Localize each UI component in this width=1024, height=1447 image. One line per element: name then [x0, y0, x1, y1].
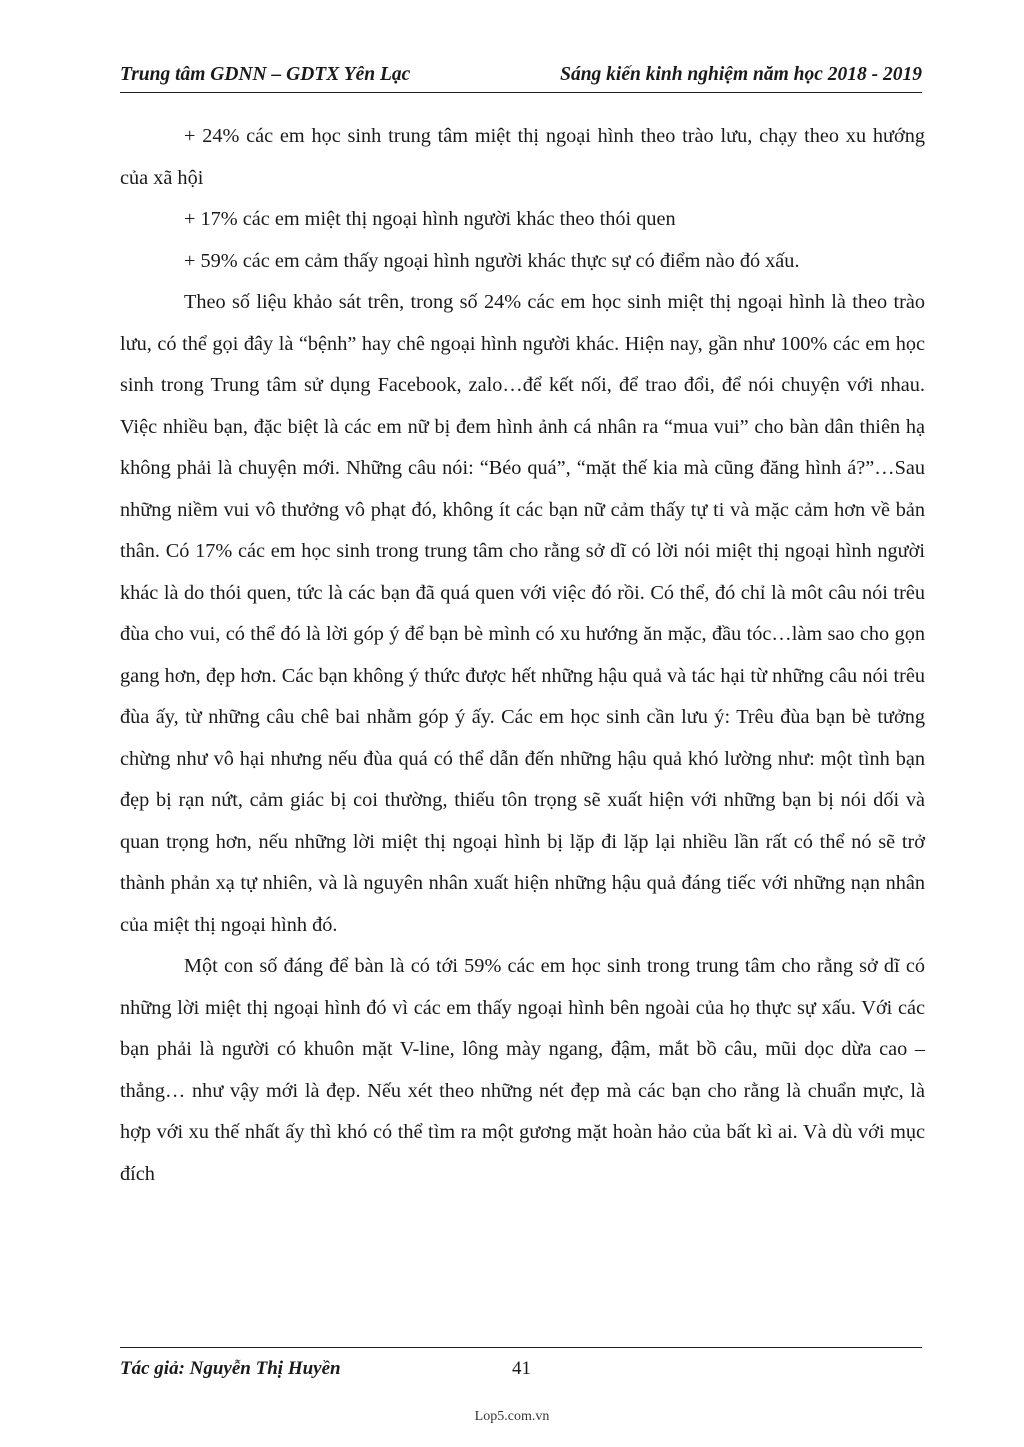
paragraph-bullet-habit: + 17% các em miệt thị ngoại hình người khác theo thói quen: [184, 208, 676, 230]
page-number: 41: [512, 1358, 531, 1379]
paragraph-discussion: Một con số đáng để bàn là có tới 59% các em học sinh trong trung tâm cho rằng sở dĩ có những lời miệt thị ngoại hình đó vì các em thấy ngoại hình bên ngoài của họ thực sự xấu. Với các bạn phải là người có khuôn mặt V-line, lông mày ngang, đậm, mắt bồ câu, mũi dọc dừa cao – thẳng… như vậy mới là đẹp. Nếu xét theo những nét đẹp mà các bạn cho rằng là chuẩn mực, là hợp với xu thế nhất ấy thì khó có thể tìm ra một gương mặt hoàn hảo của bất kì ai. Và dù với mục đích: [120, 955, 925, 1185]
page-footer: [120, 1347, 922, 1388]
page-header: [120, 62, 922, 93]
footer-author: Tác giả: Nguyễn Thị Huyền: [120, 1358, 341, 1379]
site-watermark: Lop5.com.vn: [474, 1409, 550, 1424]
document-body: [120, 116, 925, 1195]
header-document-title: Sáng kiến kinh nghiệm năm học 2018 - 2019: [560, 64, 922, 85]
paragraph-bullet-ugly: + 59% các em cảm thấy ngoại hình người khác thực sự có điểm nào đó xấu.: [184, 249, 800, 272]
header-institution: Trung tâm GDNN – GDTX Yên Lạc: [120, 64, 411, 85]
paragraph-analysis: Theo số liệu khảo sát trên, trong số 24% các em học sinh miệt thị ngoại hình là theo trào lưu, có thể gọi đây là “bệnh” hay chê ngoại hình người khác. Hiện nay, gần như 100% các em học sinh trong Trung tâm sử dụng Facebook, zalo…để kết nối, để trao đổi, để nói chuyện với nhau. Việc nhiều bạn, đặc biệt là các em nữ bị đem hình ảnh cá nhân ra “mua vui” cho bàn dân thiên hạ không phải là chuyện mới. Những câu nói: “Béo quá”, “mặt thế kia mà cũng đăng hình á?”…Sau những niềm vui vô thưởng vô phạt đó, không ít các bạn nữ cảm thấy tự ti và mặc cảm hơn về bản thân. Có 17% các em học sinh trong trung tâm cho rằng sở dĩ có lời nói miệt thị ngoại hình người khác là do thói quen, tức là các bạn đã quá quen với việc đó rồi. Có thể, đó chỉ là môt câu nói trêu đùa cho vui, có thể đó là lời góp ý để bạn bè mình có xu hướng ăn mặc, đầu tóc…làm sao cho gọn gang hơn, đẹp hơn. Các bạn không ý thức được hết những hậu quả và tác hại từ những câu nói trêu đùa ấy, từ những câu chê bai nhằm góp ý ấy. Các em học sinh cần lưu ý: Trêu đùa bạn bè tưởng chừng như vô hại nhưng nếu đùa quá có thể dẫn đến những hậu quả khó lường như: một tình bạn đẹp bị rạn nứt, cảm giác bị coi thường, thiếu tôn trọng sẽ xuất hiện với những bạn bị nói dối và quan trọng hơn, nếu những lời miệt thị ngoại hình bị lặp đi lặp lại nhiều lần rất có thể nó sẽ trở thành phản xạ tự nhiên, và là nguyên nhân xuất hiện những hậu quả đáng tiếc với những nạn nhân của miệt thị ngoại hình đó.: [120, 291, 925, 936]
paragraph-bullet-trend: + 24% các em học sinh trung tâm miệt thị ngoại hình theo trào lưu, chạy theo xu hướng của xã hội: [120, 125, 925, 189]
